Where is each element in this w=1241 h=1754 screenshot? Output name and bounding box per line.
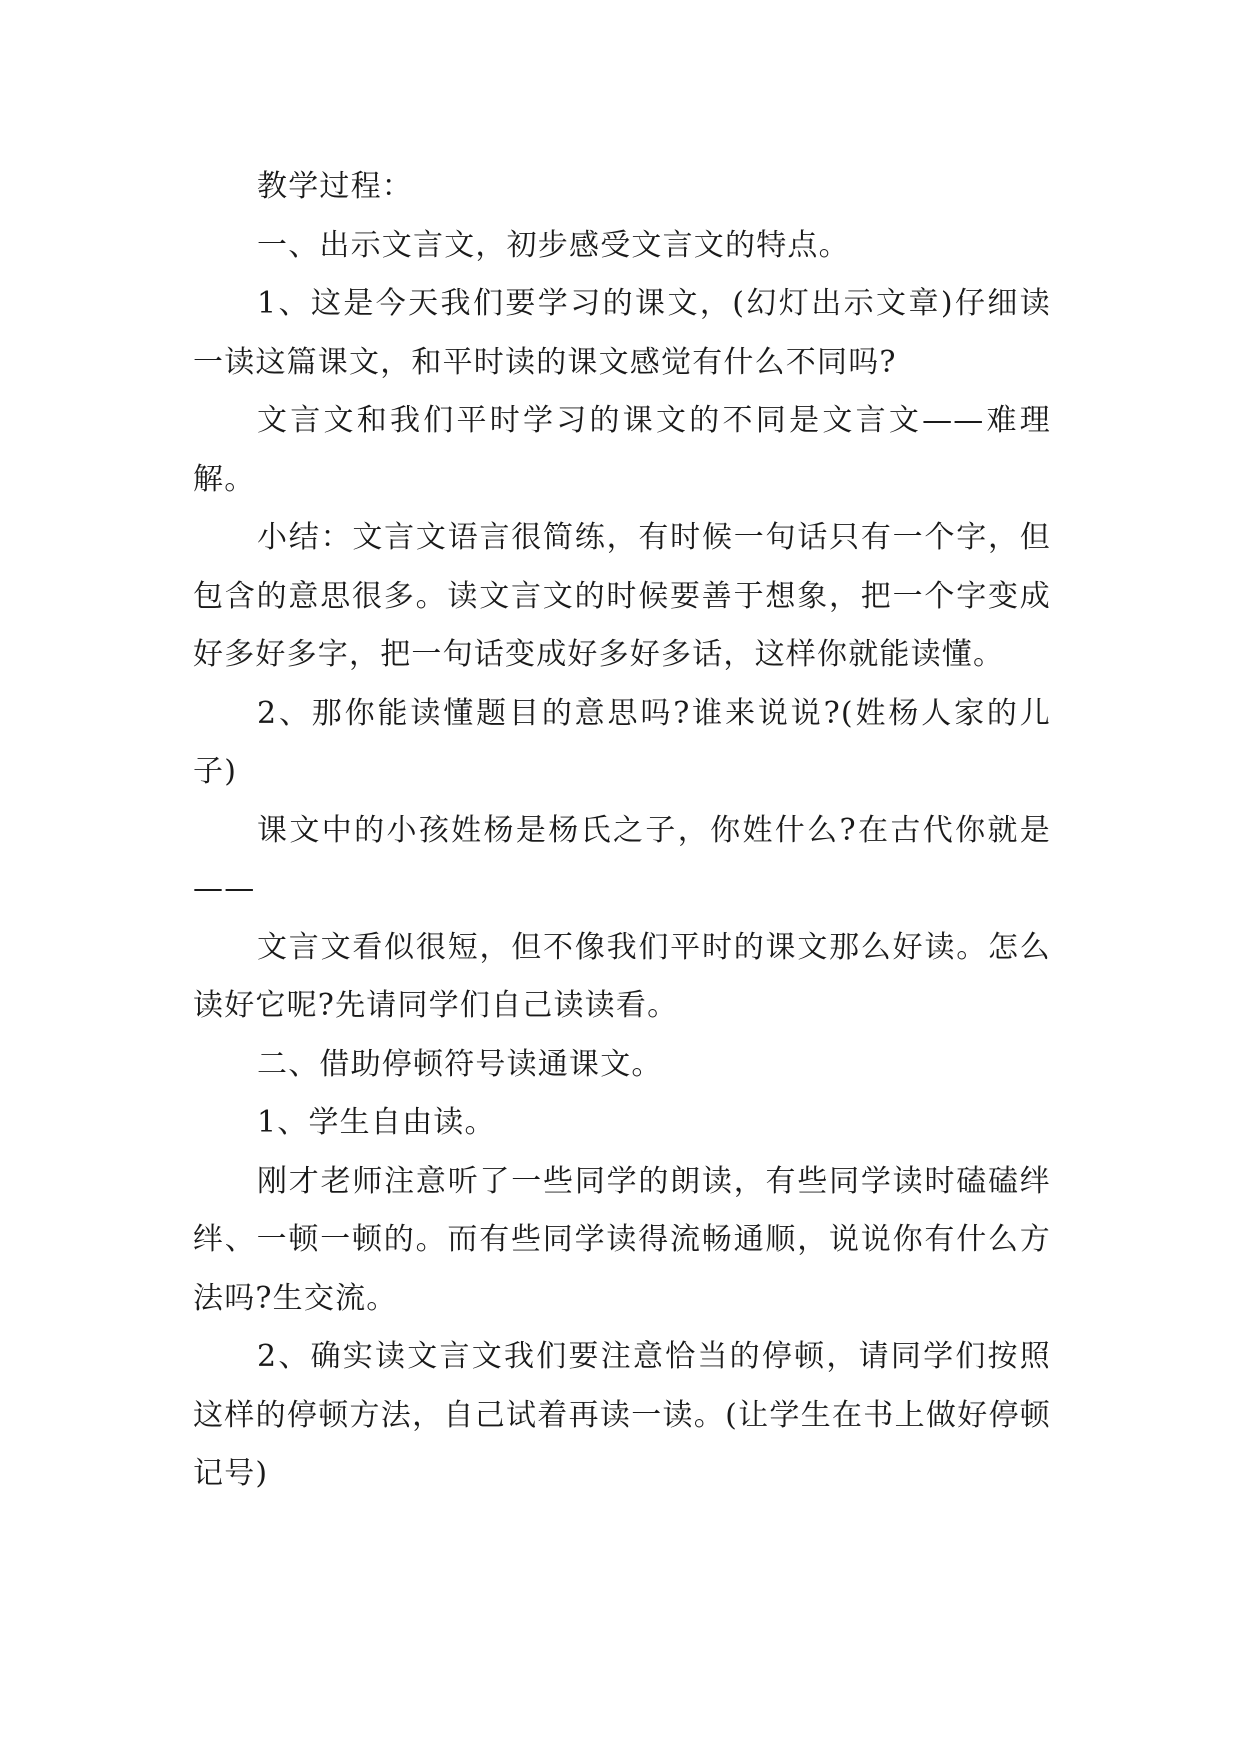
paragraph: 刚才老师注意听了一些同学的朗读，有些同学读时磕磕绊绊、一顿一顿的。而有些同学读得流畅通顺，说说你有什么方法吗?生交流。 <box>193 1163 1051 1316</box>
document-body <box>193 158 1051 1504</box>
paragraph: 小结：文言文语言很简练，有时候一句话只有一个字，但包含的意思很多。读文言文的时候要善于想象，把一个字变成好多好多字，把一句话变成好多好多话，这样你就能读懂。 <box>193 520 1051 672</box>
paragraph: 教学过程： <box>257 169 413 204</box>
paragraph: 二、借助停顿符号读通课文。 <box>257 1046 663 1082</box>
paragraph: 1、学生自由读。 <box>257 1105 496 1140</box>
paragraph: 1、这是今天我们要学习的课文，(幻灯出示文章)仔细读一读这篇课文，和平时读的课文感觉有什么不同吗? <box>193 286 1051 380</box>
paragraph: 文言文和我们平时学习的课文的不同是文言文——难理解。 <box>193 403 1051 497</box>
paragraph: 文言文看似很短，但不像我们平时的课文那么好读。怎么读好它呢?先请同学们自己读读看。 <box>193 929 1051 1023</box>
paragraph: 一、出示文言文，初步感受文言文的特点。 <box>257 227 850 263</box>
paragraph: 2、那你能读懂题目的意思吗?谁来说说?(姓杨人家的儿子) <box>193 695 1051 789</box>
paragraph: 2、确实读文言文我们要注意恰当的停顿，请同学们按照这样的停顿方法，自己试着再读一读。(让学生在书上做好停顿记号) <box>193 1339 1051 1491</box>
paragraph: 课文中的小孩姓杨是杨氏之子，你姓什么?在古代你就是—— <box>193 812 1051 906</box>
